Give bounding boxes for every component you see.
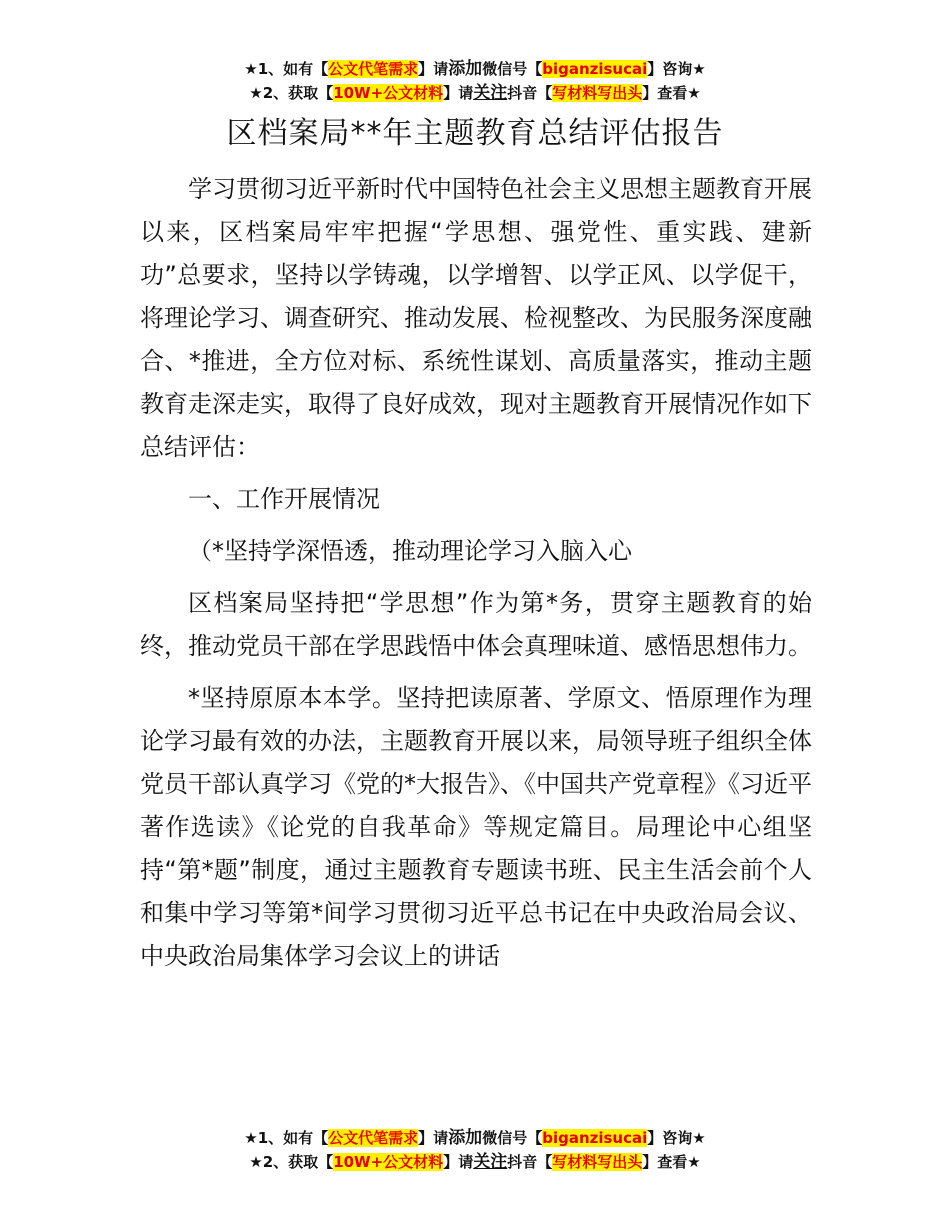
promo-line-1 <box>0 1126 950 1150</box>
promo-douyin-id: 写材料写出头 <box>552 1153 643 1171</box>
body-paragraph: *坚持原原本本学。坚持把读原著、学原文、悟原理作为理论学习最有效的办法，主题教育开展以来，局领导班子组织全体党员干部认真学习《党的*大报告》、《中国共产党章程》《习近平著作选读》《论党的自我革命》等规定篇目。局理论中心组坚持“第*题”制度，通过主题教育专题读书班、民主生活会前个人和集中学习等第*间学习贯彻习近平总书记在中央政治局会议、中央政治局集体学习会议上的讲话 <box>140 684 812 970</box>
promo-text: 】请 <box>418 1129 449 1147</box>
promo-line-2 <box>0 1150 950 1174</box>
promo-highlight: 公文代笔需求 <box>328 1129 419 1147</box>
promo-highlight: 公文代笔需求 <box>328 60 419 78</box>
promo-line-1 <box>0 57 950 81</box>
promo-text: 抖音【 <box>507 1153 553 1171</box>
promo-text: 】查看★ <box>642 84 701 102</box>
promo-text: 】咨询★ <box>647 1129 706 1147</box>
subsection-heading: （*坚持学深悟透，推动理论学习入脑入心 <box>188 537 632 565</box>
body-paragraph: 区档案局坚持把“学思想”作为第*务，贯穿主题教育的始终，推动党员干部在学思践悟中体会真理味道、感悟思想伟力。 <box>140 589 812 660</box>
promo-text: 抖音【 <box>507 84 553 102</box>
promo-text: 微信号【 <box>482 60 543 78</box>
promo-highlight: 10W+公文材料 <box>333 84 444 102</box>
promo-text: 】请 <box>443 84 474 102</box>
promo-text: 】查看★ <box>642 1153 701 1171</box>
section-heading: 一、工作开展情况 <box>188 485 380 513</box>
promo-line-2 <box>0 81 950 105</box>
promo-emphasis: 关注 <box>473 83 508 103</box>
promo-emphasis: 添加 <box>448 1128 483 1148</box>
promo-text: 】请 <box>418 60 449 78</box>
promo-text: ★1、如有【 <box>244 60 329 78</box>
promo-text: 微信号【 <box>482 1129 543 1147</box>
promo-emphasis: 添加 <box>448 59 483 79</box>
document-body <box>140 168 812 978</box>
promo-highlight: 10W+公文材料 <box>333 1153 444 1171</box>
footer-promo-banner <box>0 1126 950 1174</box>
promo-douyin-id: 写材料写出头 <box>552 84 643 102</box>
promo-emphasis: 关注 <box>473 1152 508 1172</box>
promo-wechat-id: biganzisucai <box>542 1129 648 1147</box>
promo-text: ★2、获取【 <box>249 84 334 102</box>
promo-text: 】请 <box>443 1153 474 1171</box>
promo-text: ★1、如有【 <box>244 1129 329 1147</box>
document-title: 区档案局**年主题教育总结评估报告 <box>226 116 724 151</box>
header-promo-banner <box>0 57 950 105</box>
promo-text: ★2、获取【 <box>249 1153 334 1171</box>
promo-wechat-id: biganzisucai <box>542 60 648 78</box>
promo-text: 】咨询★ <box>647 60 706 78</box>
intro-paragraph: 学习贯彻习近平新时代中国特色社会主义思想主题教育开展以来，区档案局牢牢把握“学思想、强党性、重实践、建新功”总要求，坚持以学铸魂，以学增智、以学正风、以学促干，将理论学习、调查研究、推动发展、检视整改、为民服务深度融合、*推进，全方位对标、系统性谋划、高质量落实，推动主题教育走深走实，取得了良好成效，现对主题教育开展情况作如下总结评估： <box>140 175 812 461</box>
